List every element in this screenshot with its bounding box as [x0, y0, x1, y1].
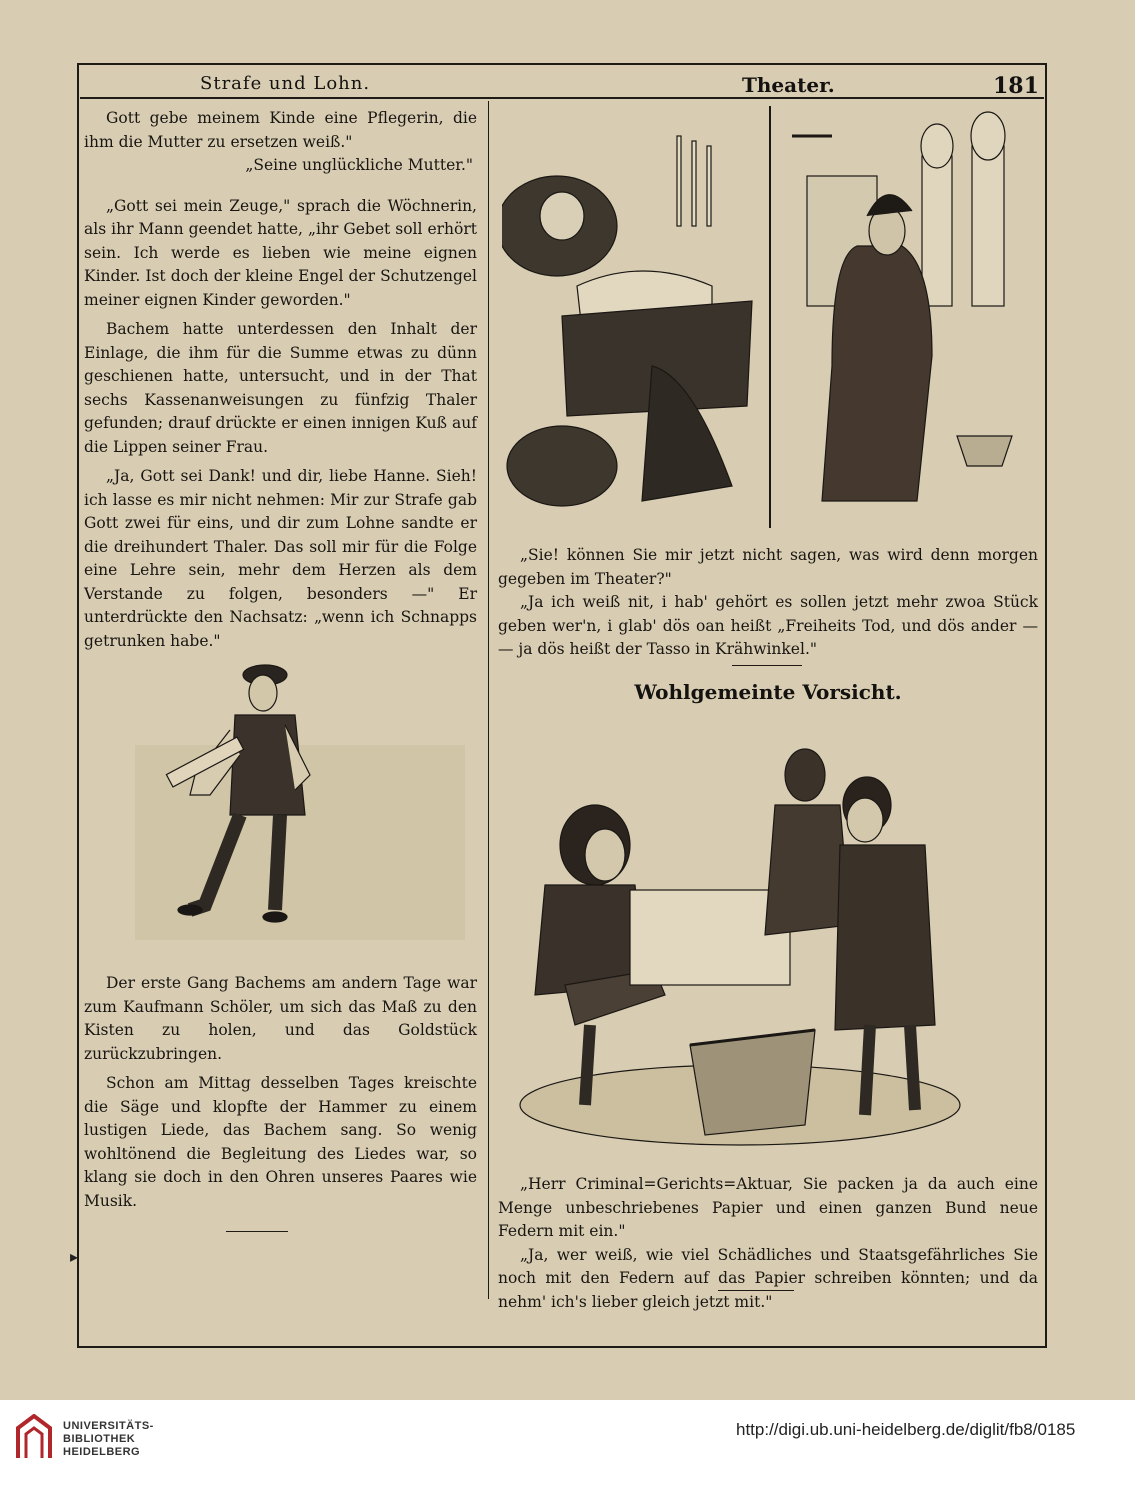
paragraph: Schon am Mittag desselben Tages kreischte die Säge und klopfte der Hammer zu einem lustigen Liede, das Bachem sang. So wenig wohltönend die Begleitung des Liedes war, so klang sie doch in den Ohren unseres Paares wie Musik.: [84, 1074, 477, 1210]
closing-rule: [226, 1231, 288, 1232]
paragraph: Gott gebe meinem Kinde eine Pflegerin, die ihm die Mutter zu ersetzen weiß.": [84, 109, 477, 151]
paragraph: „Sie! können Sie mir jetzt nicht sagen, was wird denn morgen gegeben im Theater?": [498, 546, 1038, 588]
logo-line: BIBLIOTHEK: [63, 1433, 136, 1445]
signature-line: „Seine unglückliche Mutter.": [245, 156, 473, 174]
page-number: 181: [993, 73, 1039, 99]
digitization-footer: [0, 1400, 1135, 1485]
header-rule: [80, 97, 1044, 99]
paragraph: „Ja ich weiß nit, i hab' gehört es sollen jetzt mehr zwoa Stück geben wer'n, i glab' dös oan heißt „Freiheits Tod, und dös ander — — ja dös heißt der Tasso in Krähwinkel.": [498, 593, 1038, 658]
running-title-left: Strafe und Lohn.: [200, 73, 371, 94]
vorsicht-dialogue: [498, 1173, 1038, 1314]
permalink-url[interactable]: http://digi.ub.uni-heidelberg.de/diglit/fb8/0185: [736, 1420, 1076, 1439]
paragraph: „Gott sei mein Zeuge," sprach die Wöchnerin, als ihr Mann geendet hatte, „ihr Gebet soll erhört sein. Ich werde es lieben wie meine eignen Kinder. Ist doch der kleine Engel der Schutzengel meiner eignen Kinder geworden.": [84, 196, 477, 309]
paragraph: „Ja, Gott sei Dank! und dir, liebe Hanne. Sieh! ich lasse es mir nicht nehmen: Mir zur Strafe gab Gott zwei für eins, und dir zum Lohne sandte er die dreihundert Thaler. Das soll mir für die Folge eine Lehre sein, mehr dem Herzen als dem Verstande zu folgen, besonders —" Er unterdrückte den Nachsatz: „wenn ich Schnapps getrunken habe.": [84, 467, 477, 650]
court-clerk-illustration: [505, 725, 977, 1155]
paragraph: Der erste Gang Bachems am andern Tage war zum Kaufmann Schöler, um sich das Maß zu den Kisten zu holen, und das Goldstück zurückzubringen.: [84, 974, 477, 1063]
logo-line: UNIVERSITÄTS-: [63, 1420, 154, 1432]
running-title-center: Theater.: [742, 73, 835, 97]
paragraph: „Herr Criminal=Gerichts=Aktuar, Sie packen ja da auch eine Menge unbeschriebenes Papier und einen ganzen Bund neue Federn mit ein.": [498, 1175, 1038, 1240]
university-library-name[interactable]: [63, 1420, 154, 1459]
closing-rule: [718, 1290, 794, 1291]
section-title: Wohlgemeinte Vorsicht.: [634, 680, 902, 704]
paragraph: Bachem hatte unterdessen den Inhalt der Einlage, die ihm für die Summe etwas zu dünn geschienen hatte, untersucht, und in der That sechs Kassenanweisungen zu fünfzig Thaler gefunden; drauf drückte er einen innigen Kuß auf die Lippen seiner Frau.: [84, 320, 477, 456]
left-column-top-text: [84, 107, 477, 653]
column-divider: [488, 101, 489, 1299]
logo-line: HEIDELBERG: [63, 1446, 141, 1458]
university-library-logo-icon[interactable]: [14, 1414, 54, 1462]
section-rule: [732, 665, 802, 666]
walking-man-illustration: [135, 645, 465, 940]
left-column-bottom-text: [84, 972, 477, 1213]
theater-dialogue: [498, 544, 1038, 662]
margin-mark: ▸: [70, 1247, 79, 1266]
theater-illustration: [502, 106, 1039, 528]
paragraph: „Ja, wer weiß, wie viel Schädliches und Staatsgefährliches Sie noch mit den Federn auf das Papier schreiben könnten; und da nehm' ich's lieber gleich jetzt mit.": [498, 1245, 1038, 1311]
